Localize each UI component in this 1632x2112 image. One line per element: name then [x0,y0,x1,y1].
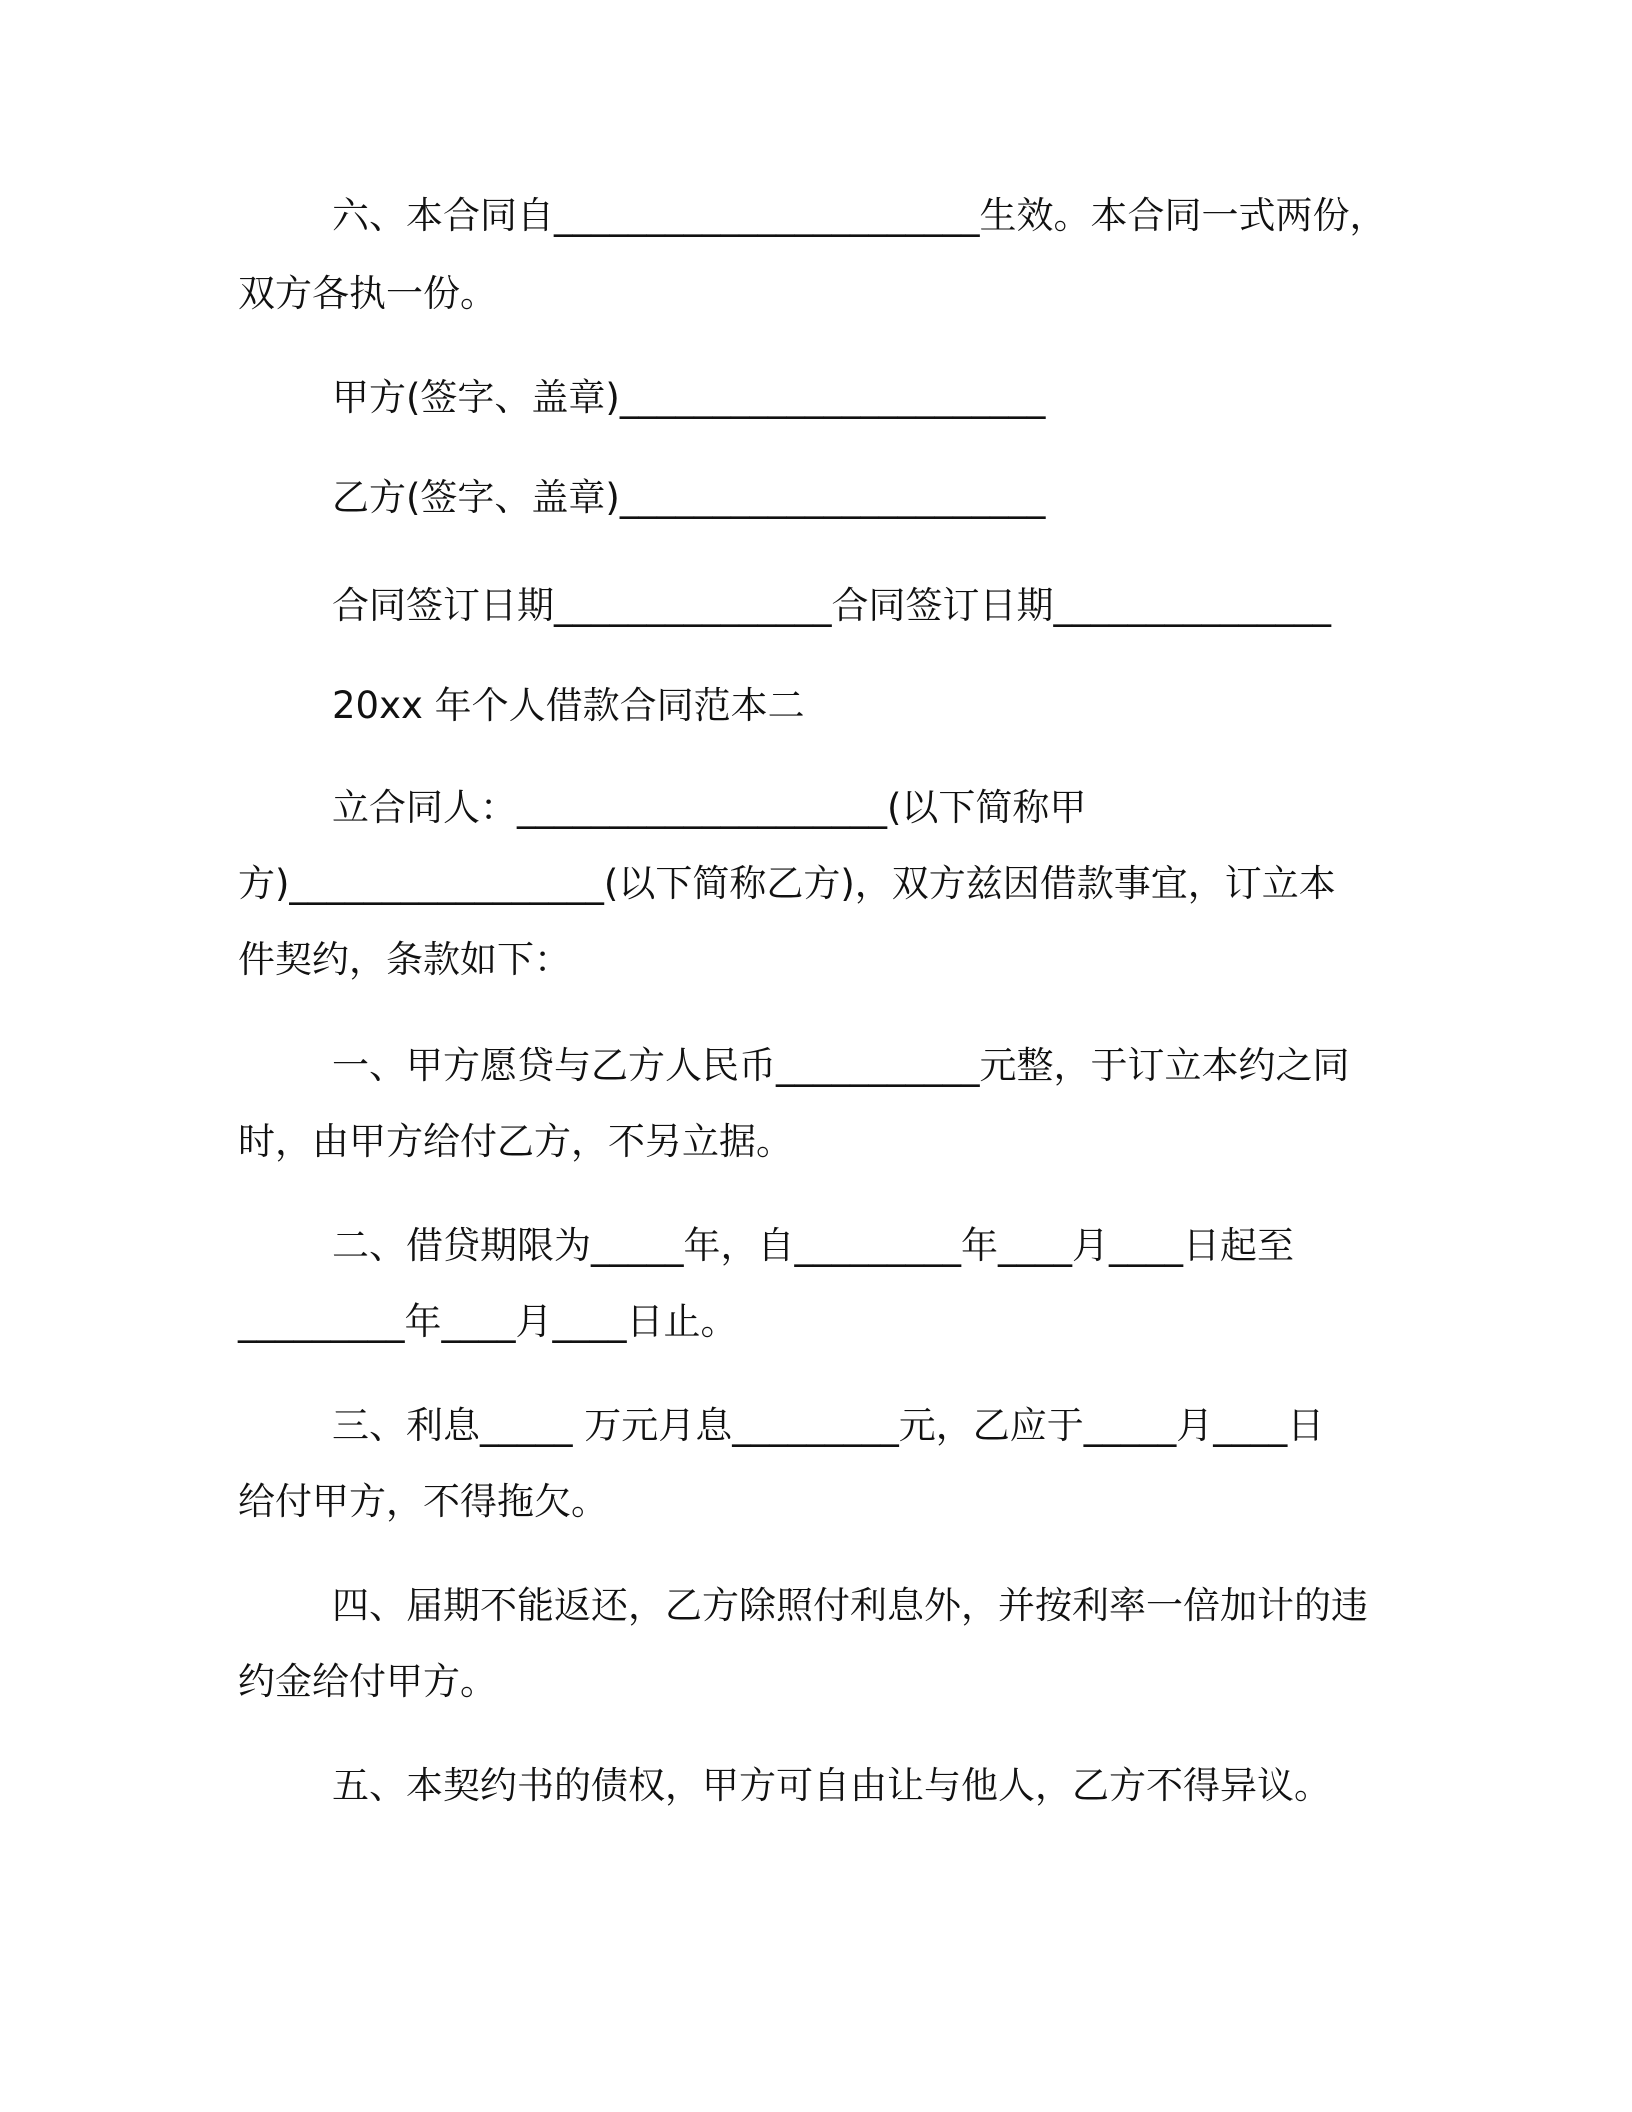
intro-line-2: 方)_________________(以下简称乙方)，双方兹因借款事宜，订立本 [238,862,1336,905]
intro-line-1: 立合同人：____________________(以下简称甲 [332,786,1087,829]
clause-4-line-1: 四、届期不能返还，乙方除照付利息外，并按利率一倍加计的违 [332,1584,1368,1627]
clause-6-line-1: 六、本合同自_______________________生效。本合同一式两份， [332,194,1387,237]
party-a-signature-line: 甲方(签字、盖章)_______________________ [332,376,1046,419]
clause-3-line-1: 三、利息_____ 万元月息_________元，乙应于_____月____日 [332,1404,1325,1447]
clause-5-line-1: 五、本契约书的债权，甲方可自由让与他人，乙方不得异议。 [332,1764,1331,1807]
clause-2-line-2: _________年____月____日止。 [238,1300,738,1343]
party-b-signature-line: 乙方(签字、盖章)_______________________ [332,476,1046,519]
clause-4-line-2: 约金给付甲方。 [238,1660,497,1703]
clause-3-line-2: 给付甲方，不得拖欠。 [238,1480,608,1523]
clause-2-line-1: 二、借贷期限为_____年，自_________年____月____日起至 [332,1224,1294,1267]
clause-1-line-2: 时，由甲方给付乙方，不另立据。 [238,1120,793,1163]
clause-1-line-1: 一、甲方愿贷与乙方人民币___________元整，于订立本约之同 [332,1044,1350,1087]
intro-line-3: 件契约，条款如下： [238,938,571,981]
clause-6-line-2: 双方各执一份。 [238,272,497,315]
signing-date-line: 合同签订日期_______________合同签订日期_______________ [332,584,1331,627]
section-title: 20xx 年个人借款合同范本二 [332,684,805,727]
